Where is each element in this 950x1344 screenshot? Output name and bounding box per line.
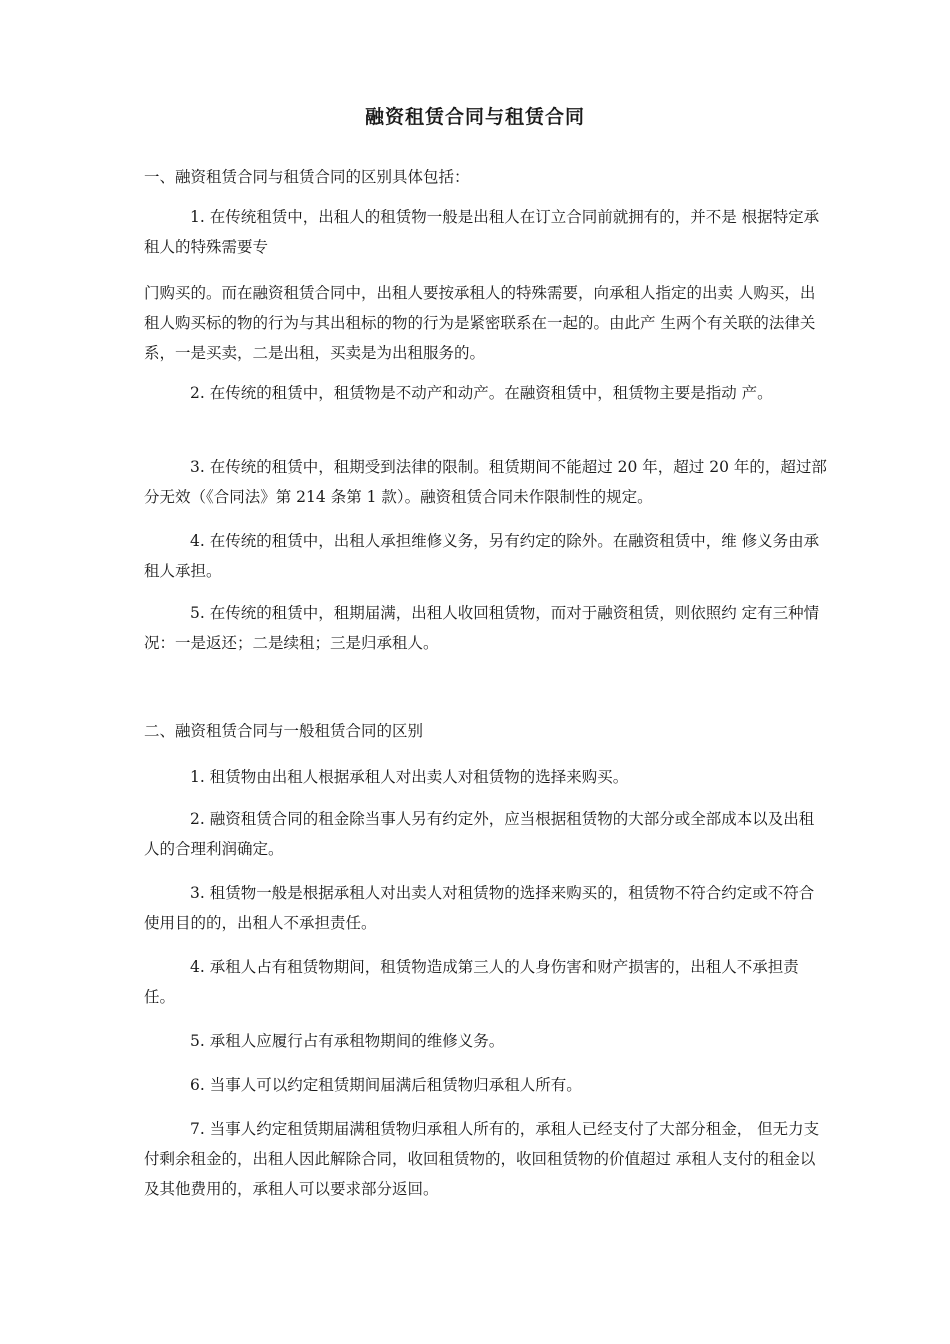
section-2-item-6: 6. 当事人可以约定租赁期间届满后租赁物归承租人所有。 <box>190 1076 582 1094</box>
document-title: 融资租赁合同与租赁合同 <box>364 106 585 128</box>
section-2-item-1: 1. 租赁物由出租人根据承租人对出卖人对租赁物的选择来购买。 <box>190 768 629 786</box>
section-1-item-1: 1. 在传统租赁中，出租人的租赁物一般是出租人在订立合同前就拥有的，并不是 根据特定承租人的特殊需要专 <box>144 208 820 256</box>
section-2-item-2: 2. 融资租赁合同的租金除当事人另有约定外，应当根据租赁物的大部分或全部成本以及出租人的合理利润确定。 <box>144 810 815 858</box>
section-1-item-2: 2. 在传统的租赁中，租赁物是不动产和动产。在融资租赁中，租赁物主要是指动 产。 <box>190 384 773 402</box>
section-1-item-1-continued: 门购买的。而在融资租赁合同中，出租人要按承租人的特殊需要，向承租人指定的出卖 人购买，出租人购买标的物的行为与其出租标的物的行为是紧密联系在一起的。由此产 生两个有关联的法律关系，一是买卖，二是出租，买卖是为出租服务的。 <box>144 284 816 362</box>
section-2-item-3: 3. 租赁物一般是根据承租人对出卖人对租赁物的选择来购买的，租赁物不符合约定或不符合使用目的的，出租人不承担责任。 <box>144 884 815 932</box>
section-2-item-7: 7. 当事人约定租赁期届满租赁物归承租人所有的，承租人已经支付了大部分租金， 但无力支付剩余租金的，出租人因此解除合同，收回租赁物的，收回租赁物的价值超过 承租人支付的租金以及其他费用的，承租人可以要求部分返回。 <box>144 1120 820 1198</box>
section-2-item-5: 5. 承租人应履行占有承租物期间的维修义务。 <box>190 1032 505 1050</box>
section-1-item-5: 5. 在传统的租赁中，租期届满，出租人收回租赁物，而对于融资租赁，则依照约 定有三种情况：一是返还；二是续租；三是归承租人。 <box>144 604 820 652</box>
section-2-item-4: 4. 承租人占有租赁物期间，租赁物造成第三人的人身伤害和财产损害的，出租人不承担责任。 <box>144 958 799 1006</box>
section-1-heading: 一、融资租赁合同与租赁合同的区别具体包括： <box>144 168 470 186</box>
section-1-item-4: 4. 在传统的租赁中，出租人承担维修义务，另有约定的除外。在融资租赁中，维 修义务由承租人承担。 <box>144 532 820 580</box>
section-2-heading: 二、融资租赁合同与一般租赁合同的区别 <box>144 722 424 740</box>
section-1-item-3: 3. 在传统的租赁中，租期受到法律的限制。租赁期间不能超过 20 年，超过 20 年的，超过部分无效（《合同法》第 214 条第 1 款）。融资租赁合同未作限制性的规定。 <box>144 458 827 506</box>
